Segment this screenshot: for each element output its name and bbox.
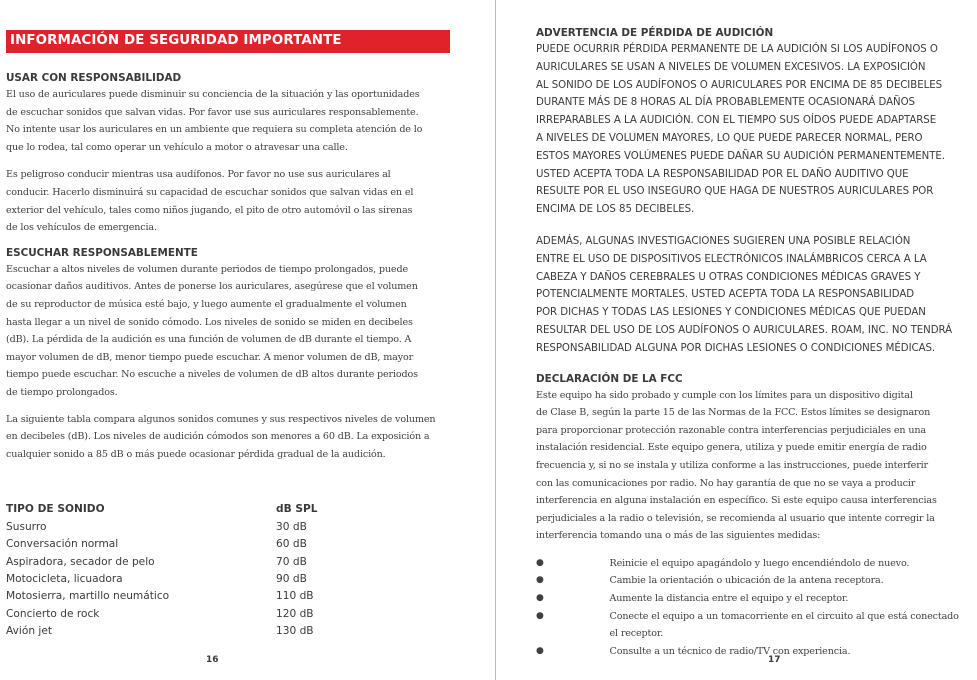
text-line: RESULTAR DEL USO DE LOS AUDÍFONOS O AURICULARES. ROAM, INC. NO TENDRÁ (536, 324, 953, 336)
text-line: interferencia en alguna instalación en específico. Si este equipo causa interferencias (536, 495, 937, 507)
list-item (536, 555, 977, 573)
text-line: La siguiente tabla compara algunos sonidos comunes y sus respectivos niveles de volumen (6, 413, 436, 425)
text-line: ESTOS MAYORES VOLÚMENES PUEDE DAÑAR SU AUDICIÓN PERMANENTEMENTE. (536, 150, 945, 162)
text-line: Escuchar a altos niveles de volumen durante periodos de tiempo prolongados, puede (6, 263, 408, 275)
advertencia-heading: ADVERTENCIA DE PÉRDIDA DE AUDICIÓN (536, 27, 774, 39)
bullet-icon: ● (536, 557, 544, 568)
text-line: de escuchar sonidos que salvan vidas. Por favor use sus auriculares responsablemente. (6, 106, 419, 118)
header-db-spl: dB SPL (276, 503, 318, 516)
bullet-text (610, 555, 977, 573)
text-line: A NIVELES DE VOLUMEN MAYORES, LO QUE PUEDE PARECER NORMAL, PERO (536, 132, 923, 144)
text-line: No intente usar los auriculares en un ambiente que requiera su completa atención de lo (6, 124, 423, 136)
db-level-cell: 90 dB (276, 572, 307, 585)
text-line: de los vehículos de emergencia. (6, 222, 157, 234)
table-row (6, 623, 366, 640)
text-line: con las comunicaciones por radio. No hay garantía de que no se vaya a producir (536, 477, 916, 489)
text-line: mayor volumen de dB, menor tiempo puede escuchar. A menor volumen de dB, mayor (6, 351, 414, 363)
advertencia-paragraph (536, 41, 977, 219)
list-item (536, 572, 977, 590)
text-line: Cambie la orientación o ubicación de la antena receptora. (609, 575, 884, 587)
conducir-paragraph (6, 166, 488, 236)
text-line: perjudiciales a la radio o televisión, se recomienda al usuario que intente corregir la (536, 512, 935, 524)
text-line: de tiempo prolongados. (6, 386, 118, 398)
text-line: ENCIMA DE LOS 85 DECIBELES. (536, 204, 695, 216)
escuchar-paragraph (6, 261, 488, 402)
text-line: PUEDE OCURRIR PÉRDIDA PERMANENTE DE LA AUDICIÓN SI LOS AUDÍFONOS O (536, 44, 938, 55)
db-level-cell: 110 dB (276, 590, 314, 603)
text-line: IRREPARABLES A LA AUDICIÓN. CON EL TIEMPO SUS OÍDOS PUEDE ADAPTARSE (536, 115, 937, 127)
db-level-cell: 130 dB (276, 625, 314, 638)
table-row (6, 606, 366, 623)
text-line: POR DICHAS Y TODAS LAS LESIONES Y CONDICIONES MÉDICAS QUE PUEDAN (536, 307, 926, 319)
fcc-measures-list (536, 555, 977, 661)
table-row (6, 519, 366, 536)
text-line: AL SONIDO DE LOS AUDÍFONOS O AURICULARES POR ENCIMA DE 85 DECIBELES (536, 79, 943, 91)
sound-type-cell: Avión jet (6, 625, 53, 638)
bullet-icon: ● (536, 593, 544, 604)
db-level-cell: 70 dB (276, 555, 307, 568)
page-number-right: 17 (768, 655, 781, 665)
bullet-icon: ● (536, 610, 544, 621)
text-line: hasta llegar a un nivel de sonido cómodo. Los niveles de sonido se miden en decibeles (6, 316, 413, 328)
text-line: conducir. Hacerlo disminuirá su capacidad de escuchar sonidos que salvan vidas en el (6, 186, 414, 198)
text-line: ocasionar daños auditivos. Antes de ponerse los auriculares, asegúrese que el volumen (6, 281, 418, 293)
sound-level-table (6, 501, 366, 640)
text-line: frecuencia y, si no se instala y utiliza conforme a las instrucciones, puede interferir (536, 459, 928, 471)
ademas-paragraph (536, 233, 977, 358)
table-body (6, 519, 366, 641)
text-line: interferencia tomando una o más de las siguientes medidas: (536, 530, 821, 542)
text-line: para proporcionar protección razonable contra interferencias perjudiciales en una (536, 424, 926, 436)
bullet-icon: ● (536, 575, 544, 586)
text-line: Reinicie el equipo apagándolo y luego encendiéndolo de nuevo. (609, 557, 910, 569)
tabla-intro-paragraph (6, 411, 488, 464)
escuchar-heading: ESCUCHAR RESPONSABLEMENTE (6, 246, 198, 259)
text-line: Este equipo ha sido probado y cumple con los límites para un dispositivo digital (536, 389, 913, 401)
fcc-heading: DECLARACIÓN DE LA FCC (536, 372, 683, 385)
text-line: RESPONSABILIDAD ALGUNA POR DICHAS LESIONES O CONDICIONES MÉDICAS. (536, 342, 936, 354)
page-number-left: 16 (206, 655, 219, 665)
db-level-cell: 30 dB (276, 520, 307, 533)
text-line: Consulte a un técnico de radio/TV con experiencia. (609, 645, 851, 657)
text-line: el receptor. (609, 628, 664, 640)
left-page (0, 0, 488, 680)
usar-paragraph (6, 86, 488, 156)
header-sound-type: TIPO DE SONIDO (6, 503, 105, 516)
text-line: Aumente la distancia entre el equipo y el receptor. (609, 593, 849, 605)
sound-type-cell: Motocicleta, licuadora (6, 572, 123, 585)
bullet-text (610, 643, 977, 661)
text-line: CABEZA Y DAÑOS CEREBRALES U OTRAS CONDICIONES MÉDICAS GRAVES Y (536, 271, 921, 283)
usar-heading: USAR CON RESPONSABILIDAD (6, 72, 182, 84)
table-header-row (6, 501, 366, 518)
db-level-cell: 60 dB (276, 538, 307, 551)
text-line: Es peligroso conducir mientras usa audífonos. Por favor no use sus auriculares al (6, 169, 391, 181)
text-line: tiempo puede escuchar. No escuche a niveles de volumen de dB altos durante periodos (6, 369, 418, 381)
text-line: El uso de auriculares puede disminuir su conciencia de la situación y las oportunidades (6, 89, 420, 100)
text-line: de su reproductor de música esté bajo, y luego aumente el gradualmente el volumen (6, 298, 407, 310)
right-page (496, 0, 977, 680)
table-row (6, 536, 366, 553)
text-line: cualquier sonido a 85 dB o más puede ocasionar pérdida gradual de la audición. (6, 448, 386, 460)
text-line: ADEMÁS, ALGUNAS INVESTIGACIONES SUGIEREN UNA POSIBLE RELACIÓN (536, 235, 911, 247)
sound-type-cell: Conversación normal (6, 538, 119, 551)
text-line: (dB). La pérdida de la audición es una función de volumen de dB durante el tiempo. A (6, 334, 412, 346)
text-line: en decibeles (dB). Los niveles de audición cómodos son menores a 60 dB. La exposición a (6, 431, 430, 443)
text-line: de Clase B, según la parte 15 de las Normas de la FCC. Estos límites se designaron (536, 407, 931, 419)
bullet-text (610, 590, 977, 608)
text-line: ENTRE EL USO DE DISPOSITIVOS ELECTRÓNICOS INALÁMBRICOS CERCA A LA (536, 253, 927, 265)
text-line: AURICULARES SE USAN A NIVELES DE VOLUMEN EXCESIVOS. LA EXPOSICIÓN (536, 61, 926, 73)
text-line: exterior del vehículo, tales como niños jugando, el pito de otro automóvil o las sirenas (6, 204, 413, 216)
bullet-icon: ● (536, 645, 544, 656)
text-line: DURANTE MÁS DE 8 HORAS AL DÍA PROBABLEMENTE OCASIONARÁ DAÑOS (536, 97, 915, 109)
bullet-text (610, 608, 977, 643)
text-line: POTENCIALMENTE MORTALES. USTED ACEPTA TODA LA RESPONSABILIDAD (536, 289, 915, 301)
list-item (536, 643, 977, 661)
sound-type-cell: Motosierra, martillo neumático (6, 590, 170, 603)
sound-type-cell: Aspiradora, secador de pelo (6, 555, 155, 568)
bullet-text (610, 572, 977, 590)
text-line: USTED ACEPTA TODA LA RESPONSABILIDAD POR EL DAÑO AUDITIVO QUE (536, 168, 909, 180)
table-row (6, 571, 366, 588)
text-line: instalación residencial. Este equipo genera, utiliza y puede emitir energía de radio (536, 442, 927, 454)
table-row (6, 588, 366, 605)
list-item (536, 608, 977, 643)
text-line: Conecte el equipo a un tomacorriente en el circuito al que está conectado (609, 610, 959, 622)
text-line: que lo rodea, tal como operar un vehículo a motor o atravesar una calle. (6, 141, 348, 153)
sound-type-cell: Concierto de rock (6, 607, 100, 620)
safety-banner: INFORMACIÓN DE SEGURIDAD IMPORTANTE (6, 30, 450, 53)
table-row (6, 554, 366, 571)
text-line: RESULTE POR EL USO INSEGURO QUE HAGA DE NUESTROS AURICULARES POR (536, 186, 934, 198)
fcc-paragraph (536, 387, 977, 545)
sound-type-cell: Susurro (6, 520, 47, 533)
list-item (536, 590, 977, 608)
db-level-cell: 120 dB (276, 607, 314, 620)
